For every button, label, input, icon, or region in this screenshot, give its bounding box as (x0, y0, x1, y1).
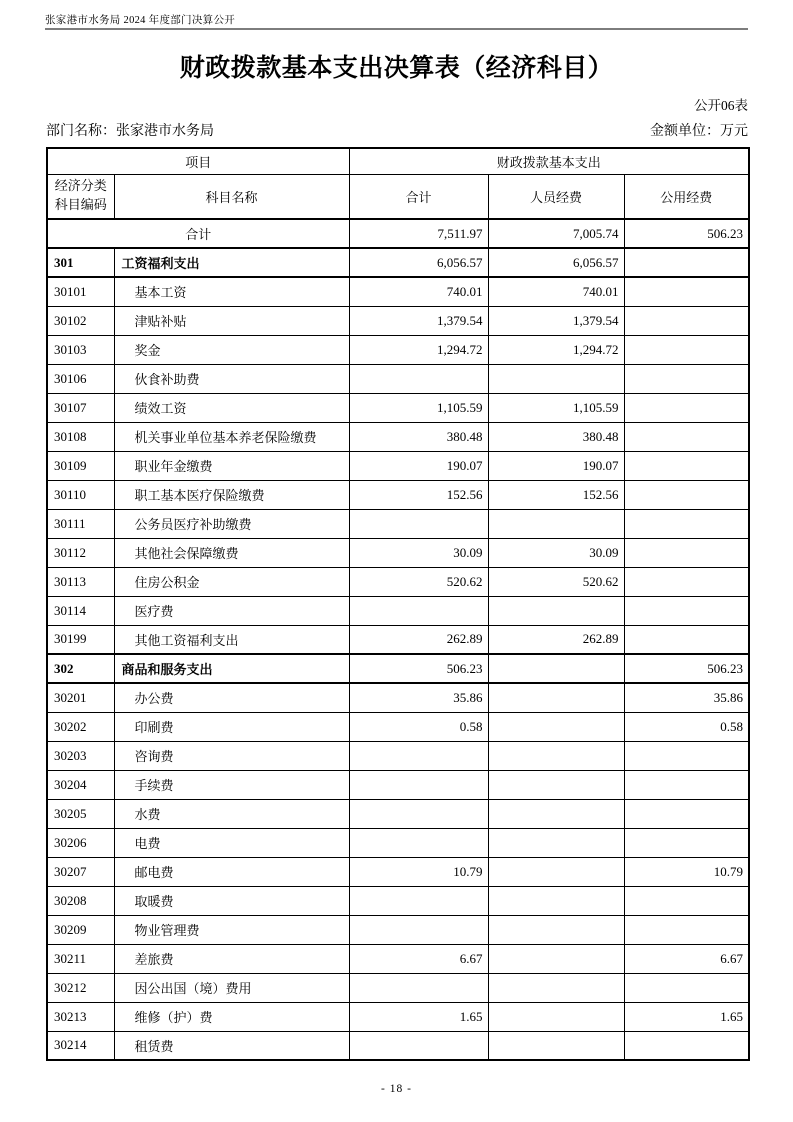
code-cell: 30106 (47, 364, 114, 393)
code-cell: 30207 (47, 857, 114, 886)
total-cell: 506.23 (349, 654, 488, 683)
personnel-cell (488, 741, 624, 770)
subject-name-cell: 商品和服务支出 (114, 654, 349, 683)
unit-label: 金额单位：万元 (650, 124, 748, 139)
total-cell (349, 596, 488, 625)
subject-name-cell: 医疗费 (114, 596, 349, 625)
code-cell: 30209 (47, 915, 114, 944)
code-cell: 30208 (47, 886, 114, 915)
public-cell (624, 393, 749, 422)
public-cell: 506.23 (624, 219, 749, 248)
total-cell: 262.89 (349, 625, 488, 654)
total-cell (349, 770, 488, 799)
public-cell (624, 538, 749, 567)
subject-name-cell: 合计 (47, 219, 349, 248)
personnel-cell: 30.09 (488, 538, 624, 567)
page-title: 财政拨款基本支出决算表（经济科目） (179, 55, 614, 82)
public-cell (624, 915, 749, 944)
total-cell: 380.48 (349, 422, 488, 451)
header-rule-divider (45, 28, 748, 30)
subject-name-cell: 咨询费 (114, 741, 349, 770)
subject-name-cell: 手续费 (114, 770, 349, 799)
code-cell: 30111 (47, 509, 114, 538)
personnel-cell (488, 828, 624, 857)
total-cell: 30.09 (349, 538, 488, 567)
subject-name-cell: 邮电费 (114, 857, 349, 886)
table-row (47, 509, 749, 538)
total-cell: 7,511.97 (349, 219, 488, 248)
subject-name-cell: 职业年金缴费 (114, 451, 349, 480)
table-row (47, 567, 749, 596)
table-row (47, 422, 749, 451)
code-cell: 301 (47, 248, 114, 277)
public-cell (624, 248, 749, 277)
total-cell: 740.01 (349, 277, 488, 306)
table-row (47, 1031, 749, 1060)
personnel-cell (488, 596, 624, 625)
subject-name-cell: 租赁费 (114, 1031, 349, 1060)
code-cell: 30101 (47, 277, 114, 306)
public-cell (624, 277, 749, 306)
total-cell (349, 973, 488, 1002)
public-cell: 10.79 (624, 857, 749, 886)
public-cell (624, 451, 749, 480)
personnel-cell (488, 1002, 624, 1031)
table-row (47, 277, 749, 306)
code-cell: 30108 (47, 422, 114, 451)
personnel-cell: 7,005.74 (488, 219, 624, 248)
table-row (47, 770, 749, 799)
personnel-cell (488, 857, 624, 886)
table-header-row-1 (47, 148, 749, 174)
table-row (47, 393, 749, 422)
table-row (47, 828, 749, 857)
total-cell (349, 364, 488, 393)
table-row (47, 248, 749, 277)
personnel-cell (488, 770, 624, 799)
table-row (47, 335, 749, 364)
personnel-cell: 262.89 (488, 625, 624, 654)
personnel-cell (488, 1031, 624, 1060)
personnel-cell (488, 973, 624, 1002)
table-row (47, 973, 749, 1002)
total-cell: 190.07 (349, 451, 488, 480)
total-cell: 35.86 (349, 683, 488, 712)
personnel-cell (488, 364, 624, 393)
total-cell: 6,056.57 (349, 248, 488, 277)
code-cell: 30107 (47, 393, 114, 422)
subject-name-cell: 津贴补贴 (114, 306, 349, 335)
total-cell: 10.79 (349, 857, 488, 886)
header-total: 合计 (349, 174, 488, 219)
code-cell: 30109 (47, 451, 114, 480)
table-row (47, 915, 749, 944)
table-row (47, 654, 749, 683)
code-cell: 30199 (47, 625, 114, 654)
subject-name-cell: 机关事业单位基本养老保险缴费 (114, 422, 349, 451)
total-cell: 1,379.54 (349, 306, 488, 335)
public-cell: 1.65 (624, 1002, 749, 1031)
public-cell: 506.23 (624, 654, 749, 683)
public-cell (624, 480, 749, 509)
code-cell: 30211 (47, 944, 114, 973)
code-cell: 30103 (47, 335, 114, 364)
table-header-row-2 (47, 174, 749, 219)
public-cell (624, 741, 749, 770)
public-cell (624, 886, 749, 915)
subject-name-cell: 公务员医疗补助缴费 (114, 509, 349, 538)
code-cell: 30212 (47, 973, 114, 1002)
total-cell (349, 799, 488, 828)
personnel-cell (488, 944, 624, 973)
subject-name-cell: 维修（护）费 (114, 1002, 349, 1031)
total-cell (349, 828, 488, 857)
code-cell: 30202 (47, 712, 114, 741)
public-cell (624, 364, 749, 393)
subject-name-cell: 住房公积金 (114, 567, 349, 596)
public-cell (624, 335, 749, 364)
personnel-cell: 740.01 (488, 277, 624, 306)
code-cell: 30206 (47, 828, 114, 857)
public-cell (624, 625, 749, 654)
code-cell: 30112 (47, 538, 114, 567)
public-cell (624, 422, 749, 451)
public-cell (624, 306, 749, 335)
code-cell: 30204 (47, 770, 114, 799)
personnel-cell (488, 509, 624, 538)
public-cell (624, 973, 749, 1002)
total-cell: 1.65 (349, 1002, 488, 1031)
total-cell (349, 741, 488, 770)
public-cell (624, 828, 749, 857)
subject-name-cell: 基本工资 (114, 277, 349, 306)
code-cell: 30205 (47, 799, 114, 828)
subject-name-cell: 奖金 (114, 335, 349, 364)
total-cell (349, 915, 488, 944)
table-row (47, 944, 749, 973)
table-code-label: 公开06表 (694, 98, 748, 113)
personnel-cell (488, 712, 624, 741)
header-subject-name: 科目名称 (114, 174, 349, 219)
personnel-cell: 152.56 (488, 480, 624, 509)
table-row (47, 596, 749, 625)
table-row (47, 799, 749, 828)
code-cell: 30113 (47, 567, 114, 596)
public-cell: 35.86 (624, 683, 749, 712)
budget-table (46, 147, 750, 1061)
subject-name-cell: 工资福利支出 (114, 248, 349, 277)
table-row (47, 219, 749, 248)
header-group: 财政拨款基本支出 (349, 148, 749, 174)
table-row (47, 451, 749, 480)
subject-name-cell: 差旅费 (114, 944, 349, 973)
public-cell: 6.67 (624, 944, 749, 973)
table-row (47, 480, 749, 509)
page-number: - 18 - (381, 1083, 412, 1095)
table-body (47, 219, 749, 1060)
table-row (47, 886, 749, 915)
personnel-cell: 1,105.59 (488, 393, 624, 422)
meta-row (46, 120, 748, 140)
public-cell (624, 799, 749, 828)
subject-name-cell: 水费 (114, 799, 349, 828)
code-cell: 30213 (47, 1002, 114, 1031)
header-personnel: 人员经费 (488, 174, 624, 219)
total-cell (349, 509, 488, 538)
subject-name-cell: 绩效工资 (114, 393, 349, 422)
code-cell: 30102 (47, 306, 114, 335)
table-row (47, 712, 749, 741)
subject-name-cell: 办公费 (114, 683, 349, 712)
personnel-cell: 1,379.54 (488, 306, 624, 335)
department-label: 部门名称：张家港市水务局 (46, 124, 214, 139)
header-public: 公用经费 (624, 174, 749, 219)
subject-name-cell: 电费 (114, 828, 349, 857)
table-row (47, 857, 749, 886)
code-cell: 30114 (47, 596, 114, 625)
table-row (47, 625, 749, 654)
personnel-cell: 520.62 (488, 567, 624, 596)
table-row (47, 364, 749, 393)
total-cell (349, 886, 488, 915)
personnel-cell: 6,056.57 (488, 248, 624, 277)
table-row (47, 683, 749, 712)
total-cell: 6.67 (349, 944, 488, 973)
table-row (47, 306, 749, 335)
subject-name-cell: 伙食补助费 (114, 364, 349, 393)
subject-name-cell: 因公出国（境）费用 (114, 973, 349, 1002)
personnel-cell: 1,294.72 (488, 335, 624, 364)
total-cell: 152.56 (349, 480, 488, 509)
subject-name-cell: 物业管理费 (114, 915, 349, 944)
personnel-cell (488, 886, 624, 915)
personnel-cell: 380.48 (488, 422, 624, 451)
total-cell (349, 1031, 488, 1060)
code-cell: 30214 (47, 1031, 114, 1060)
header-code: 经济分类 科目编码 (47, 174, 114, 219)
personnel-cell (488, 799, 624, 828)
table-row (47, 741, 749, 770)
public-cell (624, 509, 749, 538)
public-cell (624, 567, 749, 596)
table-header (47, 148, 749, 219)
subject-name-cell: 印刷费 (114, 712, 349, 741)
code-cell: 30201 (47, 683, 114, 712)
personnel-cell (488, 683, 624, 712)
public-cell (624, 1031, 749, 1060)
public-cell: 0.58 (624, 712, 749, 741)
subject-name-cell: 其他工资福利支出 (114, 625, 349, 654)
personnel-cell (488, 915, 624, 944)
table-row (47, 1002, 749, 1031)
page-header: 张家港市水务局 2024 年度部门决算公开 (45, 15, 236, 26)
subject-name-cell: 取暖费 (114, 886, 349, 915)
personnel-cell: 190.07 (488, 451, 624, 480)
total-cell: 1,105.59 (349, 393, 488, 422)
public-cell (624, 596, 749, 625)
public-cell (624, 770, 749, 799)
subject-name-cell: 职工基本医疗保险缴费 (114, 480, 349, 509)
code-cell: 30203 (47, 741, 114, 770)
personnel-cell (488, 654, 624, 683)
total-cell: 520.62 (349, 567, 488, 596)
table-row (47, 538, 749, 567)
total-cell: 1,294.72 (349, 335, 488, 364)
code-cell: 30110 (47, 480, 114, 509)
code-cell: 302 (47, 654, 114, 683)
total-cell: 0.58 (349, 712, 488, 741)
subject-name-cell: 其他社会保障缴费 (114, 538, 349, 567)
header-project: 项目 (47, 148, 349, 174)
